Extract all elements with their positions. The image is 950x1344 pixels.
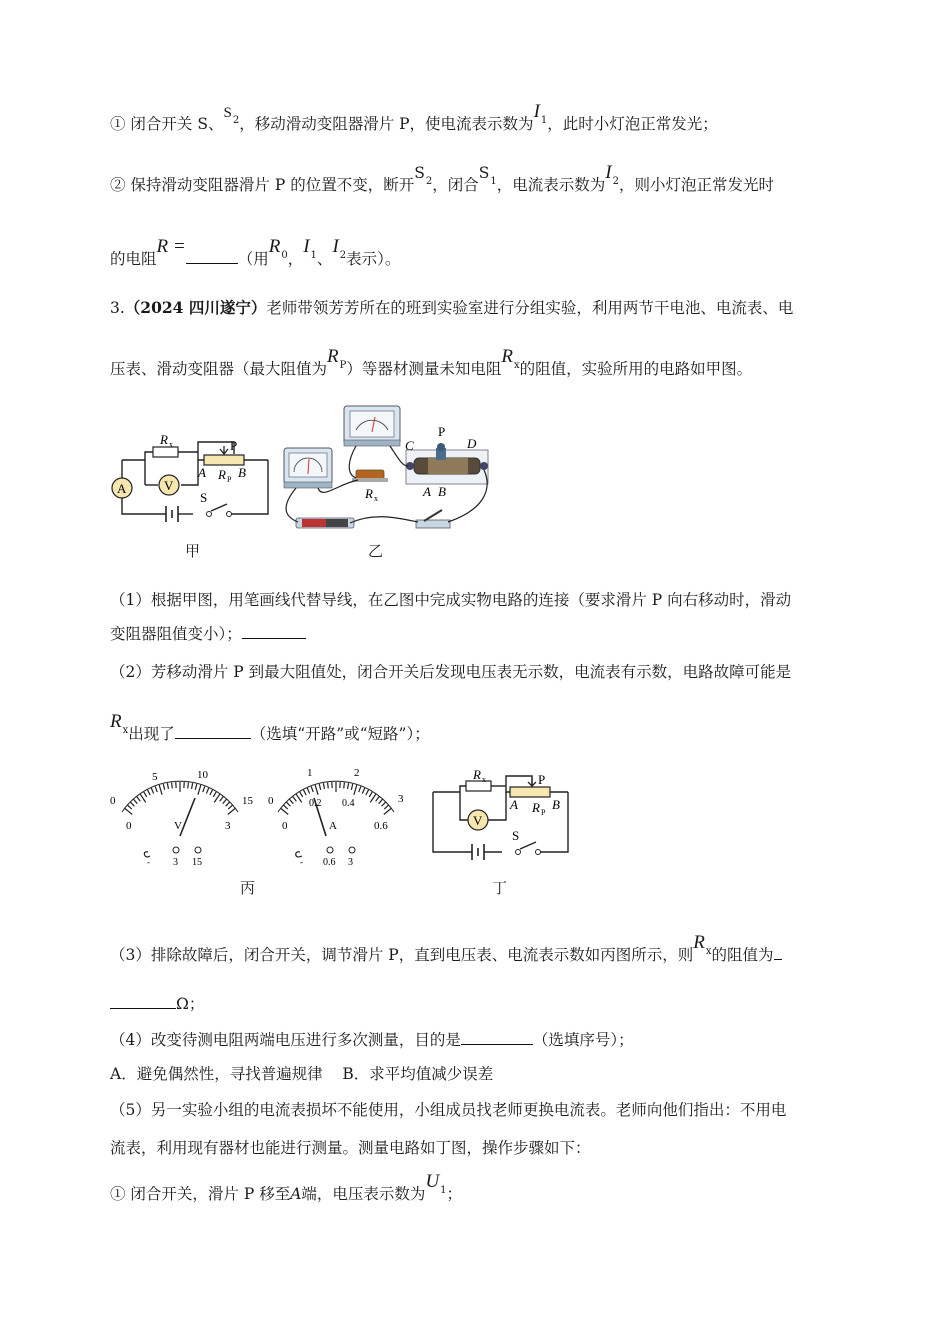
subscript: 1 — [540, 115, 548, 126]
subscript: x — [705, 946, 712, 957]
a-tick-3: 3 — [398, 793, 404, 805]
a-tick-2: 2 — [354, 767, 360, 779]
text: ，则小灯泡正常发光时 — [618, 176, 774, 194]
p-label: P — [230, 438, 238, 453]
c-label: C — [405, 438, 414, 453]
meter-tick — [300, 792, 303, 797]
subscript: P — [339, 360, 347, 371]
meter-tick — [289, 799, 293, 804]
text: 流表，利用现有器材也能进行测量。测量电路如丁图，操作步骤如下： — [110, 1139, 591, 1157]
subscript: 0 — [281, 250, 288, 261]
meter-tick — [147, 790, 150, 795]
question-3-line-2 — [110, 346, 753, 382]
text: ，闭合 — [432, 176, 479, 194]
v-tick-15: 15 — [242, 795, 253, 807]
part-4-options — [110, 1064, 493, 1084]
rp-sub: P — [227, 475, 232, 484]
text: 端，电压表示数为 — [301, 1185, 426, 1203]
voltmeter-label: V — [473, 813, 483, 828]
meter-tick — [214, 794, 220, 802]
part-5-step-1 — [110, 1171, 463, 1207]
meter-tick — [198, 785, 201, 795]
p-label: P — [538, 772, 546, 787]
step-2-line — [110, 162, 774, 198]
meter-tick — [311, 786, 313, 792]
meter-tick — [366, 790, 369, 795]
question-source: （2024 四川遂宁） — [124, 298, 267, 317]
meter-tick — [155, 786, 157, 792]
b-label: B — [552, 797, 560, 812]
r0-symbol: R — [268, 236, 281, 257]
text: （选填“开路”或“短路”）； — [250, 725, 430, 743]
meter-tick — [319, 784, 320, 790]
text: 的阻值，实验所用的电路如甲图。 — [519, 360, 753, 378]
physical-circuit-yi — [278, 400, 498, 535]
text: （3）排除故障后，闭合开关，调节滑片 P，直到电压表、电流表示数如丙图所示，则 — [110, 946, 694, 964]
text: （用 — [237, 250, 269, 268]
meter-tick — [376, 796, 380, 801]
text: （4）改变待测电阻两端电压进行多次测量，目的是 — [110, 1031, 461, 1049]
part-2-line-2 — [110, 711, 430, 747]
meter-tick — [286, 802, 290, 806]
meter-tick — [140, 794, 146, 802]
meter-tick — [130, 802, 134, 806]
meter-tick — [226, 802, 230, 806]
rp-label: R — [218, 467, 226, 482]
meter-tick — [188, 782, 189, 788]
voltage-symbol: U — [425, 1171, 440, 1192]
a-inner-02: 0.2 — [309, 798, 322, 809]
meter-tick — [344, 782, 345, 788]
part-1-line — [110, 590, 791, 610]
current-symbol: I — [605, 162, 612, 183]
text: 的电阻 — [110, 250, 157, 268]
subscript: 1 — [310, 250, 317, 261]
meter-tick — [213, 792, 216, 797]
meter-tick — [210, 790, 213, 795]
meter-tick — [362, 788, 364, 794]
rx-label: R — [473, 770, 481, 782]
meter-tick — [348, 783, 349, 789]
subscript: 2 — [612, 176, 619, 187]
caption-yi: 乙 — [368, 542, 384, 560]
caption-jia: 甲 — [185, 542, 201, 560]
text: （1）根据甲图，用笔画线代替导线，在乙图中完成实物电路的连接（要求滑片 P 向右移动时，滑动 — [110, 591, 792, 609]
meter-tick — [328, 782, 329, 788]
meter-tick — [151, 788, 153, 794]
subscript: 2 — [339, 250, 347, 261]
answer-blank[interactable] — [110, 994, 176, 1009]
text: ）等器材测量未知电阻 — [346, 360, 502, 378]
text: ，电流表示数为 — [496, 176, 606, 194]
text: ① 闭合开关 S、 — [110, 115, 224, 133]
a-term-neg: - — [300, 857, 303, 867]
meter-tick — [167, 783, 168, 789]
text: （2）芳移动滑片 P 到最大阻值处，闭合开关后发现电压表无示数，电流表有示数，电路故障可能是 — [110, 663, 792, 681]
d-label: D — [467, 436, 477, 451]
voltmeter-label: V — [164, 478, 174, 493]
meter-tick — [315, 785, 318, 795]
a-label: A — [423, 484, 431, 499]
a-unit: A — [329, 820, 337, 832]
a-term-3: 3 — [348, 857, 353, 868]
s-label: S — [512, 828, 520, 843]
text: 变阻器阻值变小）； — [110, 625, 242, 643]
text: 表示）。 — [346, 250, 401, 268]
rx-sub: x — [482, 775, 486, 784]
question-number: 3. — [110, 299, 125, 317]
rp-sub: P — [541, 808, 546, 817]
voltmeter-needle — [180, 798, 195, 836]
a-term-06: 0.6 — [323, 857, 336, 868]
rx-sub: x — [374, 494, 378, 503]
part-1-line-2 — [110, 624, 306, 644]
answer-blank[interactable] — [175, 724, 251, 739]
meter-tick — [354, 785, 357, 795]
part-3-line-2 — [110, 994, 204, 1014]
a-label: A — [198, 465, 206, 480]
meters-bing — [104, 764, 414, 868]
switch-symbol: S — [414, 164, 425, 182]
text: （5）另一实验小组的电流表损坏不能使用，小组成员找老师更换电流表。老师向他们指出：不用电 — [110, 1101, 787, 1119]
text: 出现了 — [128, 725, 175, 743]
ammeter-label: A — [117, 481, 127, 496]
meter-tick — [127, 805, 131, 809]
subscript: 1 — [490, 176, 497, 187]
slider-arrow — [220, 446, 228, 454]
battery-icon — [472, 844, 484, 860]
subscript: 2 — [425, 176, 433, 187]
part-2-line — [110, 662, 791, 682]
answer-blank[interactable] — [186, 249, 238, 264]
s-label: S — [200, 490, 208, 505]
a-tick-0: 0 — [268, 795, 274, 807]
meter-tick — [370, 794, 376, 802]
meter-tick — [220, 796, 224, 801]
meter-tick — [379, 799, 383, 804]
caption-ding: 丁 — [492, 879, 508, 897]
circuit-diagram-ding — [428, 770, 578, 860]
text: 、 — [316, 250, 333, 268]
voltmeter-dial — [110, 769, 254, 868]
meter-tick — [303, 790, 306, 795]
meter-tick — [293, 796, 297, 801]
rx-symbol: R — [110, 711, 122, 732]
switch-symbol: S — [478, 164, 490, 182]
current-symbol: I — [332, 236, 339, 257]
switch-symbol: S — [223, 105, 232, 121]
v-unit: V — [174, 820, 182, 832]
v-tick-0: 0 — [110, 795, 116, 807]
a-inner-04: 0.4 — [342, 798, 355, 809]
a-inner-0: 0 — [282, 820, 288, 832]
battery-icon — [166, 506, 178, 522]
text: 老师带领芳芳所在的班到实验室进行分组实验，利用两节干电池、电流表、电 — [266, 299, 794, 317]
a-label: A — [510, 797, 518, 812]
text: 的阻值为 — [711, 946, 774, 964]
meter-tick — [144, 792, 147, 797]
meter-tick — [384, 805, 388, 809]
subscript: 2 — [232, 115, 240, 126]
a-inner-06: 0.6 — [374, 820, 388, 832]
b-label: B — [238, 465, 246, 480]
answer-blank[interactable] — [242, 624, 306, 639]
rp-label: R — [532, 800, 540, 815]
v-inner-3: 3 — [225, 820, 231, 832]
rx-sub: x — [169, 440, 173, 449]
meter-tick — [359, 786, 361, 792]
step-2-line-cont — [110, 236, 401, 272]
step-1-line — [110, 101, 718, 137]
meter-tick — [172, 782, 173, 788]
a-tick-1: 1 — [307, 767, 313, 779]
answer-blank[interactable] — [774, 945, 782, 960]
part-5-line-2 — [110, 1138, 591, 1158]
rx-label: R — [365, 486, 373, 501]
rx-label: R — [160, 432, 168, 447]
options-text: A．避免偶然性，寻找普遍规律 B．求平均值减少误差 — [110, 1065, 494, 1083]
subscript: x — [513, 360, 520, 371]
meter-tick — [163, 784, 164, 790]
v-tick-5: 5 — [152, 771, 158, 783]
text: 压表、滑动变阻器（最大阻值为 — [110, 360, 328, 378]
meter-tick — [137, 796, 141, 801]
text: ，移动滑动变阻器滑片 P，使电流表示数为 — [239, 115, 534, 133]
rx-symbol: R — [693, 932, 705, 953]
meter-tick — [307, 788, 309, 794]
v-term-15: 15 — [192, 857, 202, 868]
meter-tick — [203, 786, 205, 792]
text: Ω； — [176, 995, 205, 1013]
resistor-rx — [153, 447, 178, 457]
v-inner-0: 0 — [126, 820, 132, 832]
meter-tick — [192, 783, 193, 789]
text: ② 保持滑动变阻器滑片 P 的位置不变，断开 — [110, 176, 415, 194]
part-3-line — [110, 932, 782, 968]
meter-tick — [223, 799, 227, 804]
text: ； — [446, 1185, 463, 1203]
part-4-line — [110, 1030, 634, 1050]
resistance-symbol: R = — [156, 236, 186, 257]
meter-tick — [382, 802, 386, 806]
subscript: x — [122, 725, 129, 736]
text: ① 闭合开关，滑片 P 移至 — [110, 1185, 291, 1203]
meter-tick — [159, 785, 162, 795]
meter-tick — [283, 805, 287, 809]
text: （选填序号）； — [532, 1031, 634, 1049]
ammeter-dial — [268, 767, 404, 868]
meter-tick — [369, 792, 372, 797]
b-label: B — [438, 484, 446, 499]
meter-tick — [228, 805, 232, 809]
rheostat — [204, 455, 244, 465]
answer-blank[interactable] — [461, 1030, 533, 1045]
meter-tick — [195, 784, 196, 790]
subscript: 1 — [440, 1185, 447, 1196]
current-symbol: I — [303, 236, 310, 257]
question-3-line — [110, 298, 793, 318]
v-term-3: 3 — [173, 857, 178, 868]
meter-tick — [133, 799, 137, 804]
v-tick-10: 10 — [197, 769, 208, 781]
text: ，此时小灯泡正常发光； — [547, 115, 718, 133]
meter-tick — [351, 784, 352, 790]
v-term-neg: - — [147, 857, 150, 867]
meter-tick — [206, 788, 208, 794]
circuit-diagram-jia — [108, 432, 278, 527]
endpoint-a: A — [290, 1185, 302, 1203]
rp-symbol: R — [327, 346, 339, 367]
part-5-line — [110, 1100, 786, 1120]
caption-bing: 丙 — [240, 879, 256, 897]
meter-tick — [323, 783, 324, 789]
text: ， — [287, 250, 304, 268]
p-label: P — [438, 424, 446, 439]
current-symbol: I — [533, 101, 540, 122]
rx-symbol: R — [501, 346, 513, 367]
meter-tick — [296, 794, 302, 802]
